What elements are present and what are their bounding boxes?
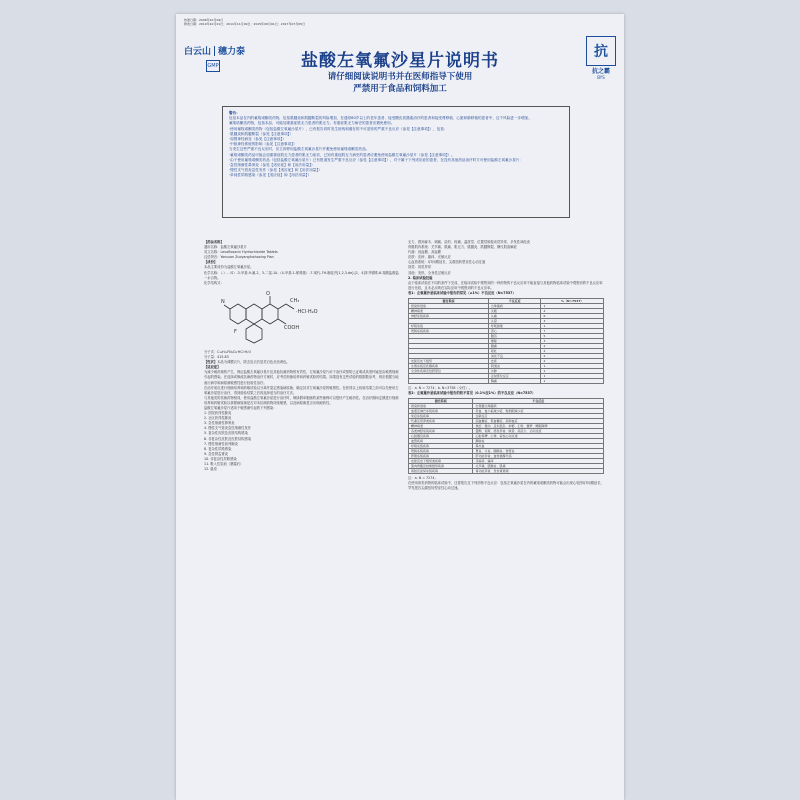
- text-line: 心血管系统：QT间期延长、尖端扭转型室性心动过速: [408, 260, 486, 265]
- table-cell: 生殖器念珠菌病: [473, 404, 604, 409]
- svg-text:COOH: COOH: [284, 324, 300, 331]
- revision-dates: 修改日期：2010年10月01日；2011年11月09日；2015年06月01日；2017年07月05日: [184, 22, 306, 26]
- text-line: 化学名称：（-）-（S）-3-甲基-9-氟-2，3-二氢-10-（4-甲基-1-哌嗪基）-7-氧代-7H-吡啶并[1,2,3-de]-[1，4]苯并噁嗪-6-羧酸盐酸盐一水合物。: [204, 270, 399, 280]
- table-cell: 失眠: [488, 309, 541, 314]
- svg-text:·HCl·H₂O: ·HCl·H₂O: [296, 308, 318, 315]
- table-header: 器官系统: [409, 299, 489, 304]
- table-cell: 1: [541, 304, 604, 309]
- table-cell: 生殖系统及乳腺疾病: [409, 364, 489, 369]
- warning-line: 氟喹诺酮类药物，包括本品，可能加重重症肌无力患者的肌无力。有重症肌无力病史的患者应避免使用。: [229, 121, 395, 126]
- warning-line: 包括本品在内的氟喹诺酮类药物，包括肌腱炎和肌腱断裂的风险增加，在通常60岁以上的老年患者、接受糖皮质激素治疗的患者和接受肾移植、心脏和肺移植的患者中，这个风险进一步增加。: [229, 116, 532, 121]
- table-cell: 过敏反应: [473, 414, 604, 419]
- molecular-formula: 分子式：C₁₈H₂₀FN₃O₄·HCl·H₂O: [204, 349, 252, 354]
- text-line: 视觉：视觉异常: [408, 265, 432, 270]
- table-cell: 精神病类: [409, 309, 489, 314]
- table-cell: 胃肠系统疾病: [409, 449, 473, 454]
- table-cell: 呼吸困难: [488, 324, 541, 329]
- table-cell: 腹痛: [488, 344, 541, 349]
- table-cell: 胸痛: [488, 379, 541, 384]
- list-item: 9. 急性肾盂肾炎: [204, 451, 228, 456]
- text-paragraph: 为减少耐药菌的产生，保证盐酸左氧氟沙星片及其他抗菌药物的有效性，左氧氟沙星片用于治疗或预防已证明或高度怀疑是由敏感细菌引起的感染。在选择或修改抗菌药物治疗方案时，应考虑细菌培养和药敏试验的结果。如果没有这些试验的数据做参考，则应根据当地流行病学和病原菌敏感性进行经验性治疗。: [204, 370, 399, 385]
- table-cell: 4: [541, 309, 604, 314]
- section-heading-name: 【药品名称】: [204, 240, 224, 244]
- table-header: %（N=7537）: [541, 299, 604, 304]
- table-cell: 肌肉骨骼及结缔组织疾病: [409, 464, 473, 469]
- table-cell: 心脏停搏、心悸、室性心动过速: [473, 434, 604, 439]
- adverse-reaction-table-1: [408, 298, 604, 384]
- text-paragraph: 与其他类的抗菌药物相同，使用盐酸左氧氟沙星进行治疗时，铜绿假单胞菌的某些菌株可以很快产生耐药性。在治疗期间定期进行细菌培养和药敏试验以掌握病原菌是否对本抗菌药物持续敏感，以及病原菌是否出现耐药性。: [204, 395, 399, 405]
- text-line: 皮肤：皮疹、瘙痒、光敏反应: [408, 255, 451, 260]
- warning-title: 警告：: [229, 111, 240, 115]
- table-row: [409, 379, 604, 384]
- warning-line: ·急性细菌性鼻窦炎（参见【适应症】和【用法用量】）: [229, 163, 315, 168]
- svg-text:N: N: [221, 298, 225, 305]
- table-cell: 头痛: [488, 314, 541, 319]
- table-cell: 消化不良: [488, 354, 541, 359]
- prohibition-notice: 严禁用于食品和饲料加工: [353, 84, 447, 94]
- product-brand-sub: BYS: [597, 75, 605, 80]
- table-cell: 荨麻疹、瘙痒: [473, 459, 604, 464]
- table-cell: 感染和侵染: [409, 304, 489, 309]
- svg-text:O: O: [266, 290, 270, 297]
- description-text: 本品为薄膜衣片，除去包衣后显类白色至淡黄色。: [217, 360, 290, 365]
- warning-line: ·单纯性尿路感染（参见【适应症】和【用法用量】）: [229, 173, 311, 178]
- table-cell: 2: [541, 359, 604, 364]
- table2-note: 注：a. N = 7274；: [408, 476, 438, 481]
- molecular-weight: 分子量：415.83: [204, 355, 229, 360]
- warning-line: ·使用氟喹诺酮类药物（包括盐酸左氧氟沙星片），已有报告同时发生致残和潜在的不可逆转的严重不良反应（参见【注意事项】），包括：: [229, 126, 448, 131]
- table-cell: 3: [541, 319, 604, 324]
- table-body: [409, 304, 604, 384]
- table-cell: 2: [541, 349, 604, 354]
- table-cell: 7: [541, 329, 604, 334]
- instruction-leaflet: [176, 14, 624, 800]
- table-cell: [409, 379, 489, 384]
- warning-line: ·中枢神经系统的影响（参见【注意事项】）: [229, 142, 297, 147]
- table-cell: 静脉炎: [473, 439, 604, 444]
- table-cell: 关节痛、肌腱炎、肌痛: [473, 464, 604, 469]
- list-item: 6. 非复杂性皮肤及皮肤结构感染: [204, 436, 252, 441]
- document-title: 盐酸左氧氟沙星片说明书: [301, 51, 499, 71]
- list-item: 8. 复杂性尿路感染: [204, 446, 232, 451]
- list-item: 2. 社区获得性肺炎: [204, 416, 232, 421]
- text-paragraph: 由于临床试验在不同的条件下完成，在临床试验中观察到的一种药物的不良反应率不能直接与其他药物临床试验中观察到的不良反应率进行比较，且未必反映在实际应用中观察到的不良反应率。: [408, 280, 603, 290]
- approval-dates: [184, 18, 305, 26]
- table-cell: 念珠菌病: [488, 304, 541, 309]
- table-cell: 水肿: [488, 369, 541, 374]
- table-cell: 肝胆系统疾病: [409, 454, 473, 459]
- table-cell: 胃肠系统疾病: [409, 329, 489, 334]
- table-cell: 3: [541, 339, 604, 344]
- brand-name: 白云山: [184, 47, 212, 57]
- table1-note: 注：a. N = 7274；b. N=3758（女性）。: [408, 386, 473, 391]
- list-item: 5. 复杂性皮肤及皮肤结构感染: [204, 431, 248, 436]
- table-cell: 5: [541, 334, 604, 339]
- table1-caption: 表1：左氧氟沙星临床试验中报告的常见（≥1%）不良反应（N=7537）: [408, 290, 516, 295]
- warning-box: [222, 106, 570, 218]
- table-cell: 呼吸系统疾病: [409, 444, 473, 449]
- table-cell: 肾功能异常、急性肾衰竭: [473, 469, 604, 474]
- list-item: 1. 医院获得性肺炎: [204, 411, 232, 416]
- warning-line: ·肌腱炎和肌腱断裂（参见【注意事项】）: [229, 131, 294, 136]
- table-cell: 鼻出血: [473, 444, 604, 449]
- table-cell: 1: [541, 374, 604, 379]
- table-cell: 腹泻: [488, 334, 541, 339]
- text-line: 本品主要成份为盐酸左氧氟沙星。: [204, 265, 254, 270]
- list-item: 7. 慢性细菌性前列腺炎: [204, 441, 238, 446]
- section-heading-indications: 【适应症】: [204, 365, 221, 370]
- svg-text:CH₃: CH₃: [290, 297, 300, 304]
- section-heading-ingredients: 【成份】: [204, 260, 218, 265]
- table-cell: 免疫系统疾病: [409, 414, 473, 419]
- section-heading-description: 【性状】: [204, 360, 218, 365]
- usage-notice: 请仔细阅读说明书并在医师指导下使用: [327, 72, 473, 82]
- text-line: 化学结构式：: [204, 280, 224, 285]
- table-header: 不良反应: [488, 299, 541, 304]
- warning-line: 当发生这些严重不良反应时，应立即停用盐酸左氧氟沙星片并避免使用氟喹诺酮类药品。: [229, 147, 370, 152]
- table-cell: 皮肤及皮下组织类疾病: [409, 459, 473, 464]
- table-header: 器官系统: [409, 399, 473, 404]
- clinical-trial-heading: 2. 临床试验经验: [408, 275, 433, 280]
- text-line: 通用名称：盐酸左氧氟沙星片: [204, 245, 247, 250]
- table-cell: 感染和侵染: [409, 404, 473, 409]
- approval-date: 核准日期：2006年10月09日: [184, 18, 224, 22]
- table-cell: 2: [541, 354, 604, 359]
- table-cell: 1: [541, 364, 604, 369]
- table-cell: 神经系统疾病: [409, 314, 489, 319]
- table-cell: 高血糖症、低血糖症、高钾血症: [473, 419, 604, 424]
- table-cell: 精神病类: [409, 424, 473, 429]
- table-cell: 6: [541, 314, 604, 319]
- warning-line: ·氟喹诺酮类药品可能会加重重症肌无力患者的肌无力症状，已知有重症肌无力病史的患者应避免使用盐酸左氧氟沙星片（参见【注意事项】）。: [229, 152, 455, 157]
- table-cell: 震颤、惊厥、感觉异常、眩晕、高张力、运动过度: [473, 429, 604, 434]
- table-cell: 代谢及营养类疾病: [409, 419, 473, 424]
- table-cell: 胃炎、口炎、胰腺炎、食管炎: [473, 449, 604, 454]
- table-cell: 头晕: [488, 319, 541, 324]
- table-cell: 1: [541, 369, 604, 374]
- text-line: 代谢：低血糖、高血糖: [408, 250, 441, 255]
- table-cell: 肾脏及泌尿系统疾病: [409, 469, 473, 474]
- text-line: 盐酸左氧氟沙星片适用于敏感菌引起的下列感染：: [204, 405, 277, 410]
- table2-caption: 表2：左氧氟沙星临床试验中报告的较不常见（0.1%至1%）的不良反应（N=7537）: [408, 391, 536, 396]
- warning-line: ·周围神经病变（参见【注意事项】）: [229, 137, 286, 142]
- table-cell: 皮疹: [488, 359, 541, 364]
- table-cell: 注射部位反应: [488, 374, 541, 379]
- list-item: 10. 非复杂性尿路感染: [204, 456, 237, 461]
- table-cell: 皮肤及皮下组织: [409, 359, 489, 364]
- table-cell: 阴道炎: [488, 364, 541, 369]
- warning-line: ·由于使用氟喹诺酮类药品（包括盐酸左氧氟沙星片）已有报道发生严重不良反应（参见【注意事项】），对于属于下列适应症的患者，在没有其他药品治疗时方可使用盐酸左氧氟沙星片：: [229, 157, 524, 162]
- table-row: [409, 469, 604, 474]
- list-item: 4. 慢性支气管炎急性细菌性发作: [204, 426, 252, 431]
- table-cell: 2: [541, 344, 604, 349]
- left-column: [204, 240, 400, 796]
- table-cell: 心脏器官疾病: [409, 434, 473, 439]
- chemical-structure-icon: [220, 289, 340, 345]
- table-cell: 血管疾病: [409, 439, 473, 444]
- warning-line: ·慢性支气管炎急性发作（参见【适应症】和【用法用量】）: [229, 168, 322, 173]
- table-cell: 全身性疾病及给药部位: [409, 369, 489, 374]
- product-brand-name: 抗之霸: [591, 68, 610, 75]
- text-line: 英文名称：Levofloxacin Hydrochloride Tablets: [204, 250, 278, 255]
- right-column: [408, 240, 604, 796]
- table-cell: 呕吐: [488, 349, 541, 354]
- text-line: 无力、感到麻木、刺痛、烧灼、疼痛、温度觉、位置觉和振动觉异常、多发性神经炎: [408, 240, 530, 244]
- list-item: 3. 急性细菌性鼻窦炎: [204, 421, 235, 426]
- product-logo-icon: 抗: [586, 36, 616, 66]
- table-cell: 血液及淋巴系统疾病: [409, 409, 473, 414]
- text-line: 骨骼肌肉系统：关节痛、肌痛、肌无力、肌腱炎、肌腱断裂、横纹肌溶解症: [408, 245, 517, 250]
- table-header: 不良反应: [473, 399, 604, 404]
- list-item: 12. 鼠疫: [204, 467, 217, 472]
- table-cell: 贫血、血小板减少症、粒细胞减少症: [473, 409, 604, 414]
- table-cell: 1: [541, 379, 604, 384]
- table-cell: 1: [541, 324, 604, 329]
- list-item: 11. 吸入性炭疽（暴露后）: [204, 462, 244, 466]
- gmp-badge-icon: GMP: [206, 60, 220, 72]
- brand-name-2: 穗力泰: [218, 47, 246, 57]
- text-line: 其他：发热、全身性过敏反应: [408, 270, 451, 275]
- text-paragraph: 在治疗前应进行细菌培养和药敏试验以分离并鉴定感染病原菌，确定其对左氧氟沙星的敏感性。在获得以上检验结果之前可以先使用左氧氟沙星进行治疗，得到检验结果之后再选择适当的治疗方法。: [204, 385, 399, 395]
- table-cell: 呼吸系统: [409, 324, 489, 329]
- svg-text:F: F: [234, 328, 237, 335]
- table-body: [409, 404, 604, 474]
- table-cell: 焦虑、激动、意识混乱、抑郁、幻觉、噩梦、睡眠障碍: [473, 424, 604, 429]
- table-cell: 恶心: [488, 329, 541, 334]
- text-paragraph: 在使用该类药物的临床试验中，还曾报告过下列药物不良反应：包括左氧氟沙星在内的氟喹诺酮类药物可能会出现心电图QT间期延长，罕见报告尖端扭转型室性心动过速。: [408, 481, 604, 491]
- table-cell: 便秘: [488, 339, 541, 344]
- adverse-reaction-table-2: [408, 398, 604, 474]
- table-cell: 肝功能异常、血转氨酶升高: [473, 454, 604, 459]
- text-line: 汉语拼音：Yansuan Zuoyangfushaxing Pian: [204, 255, 274, 260]
- table-cell: 各类神经系统疾病: [409, 429, 473, 434]
